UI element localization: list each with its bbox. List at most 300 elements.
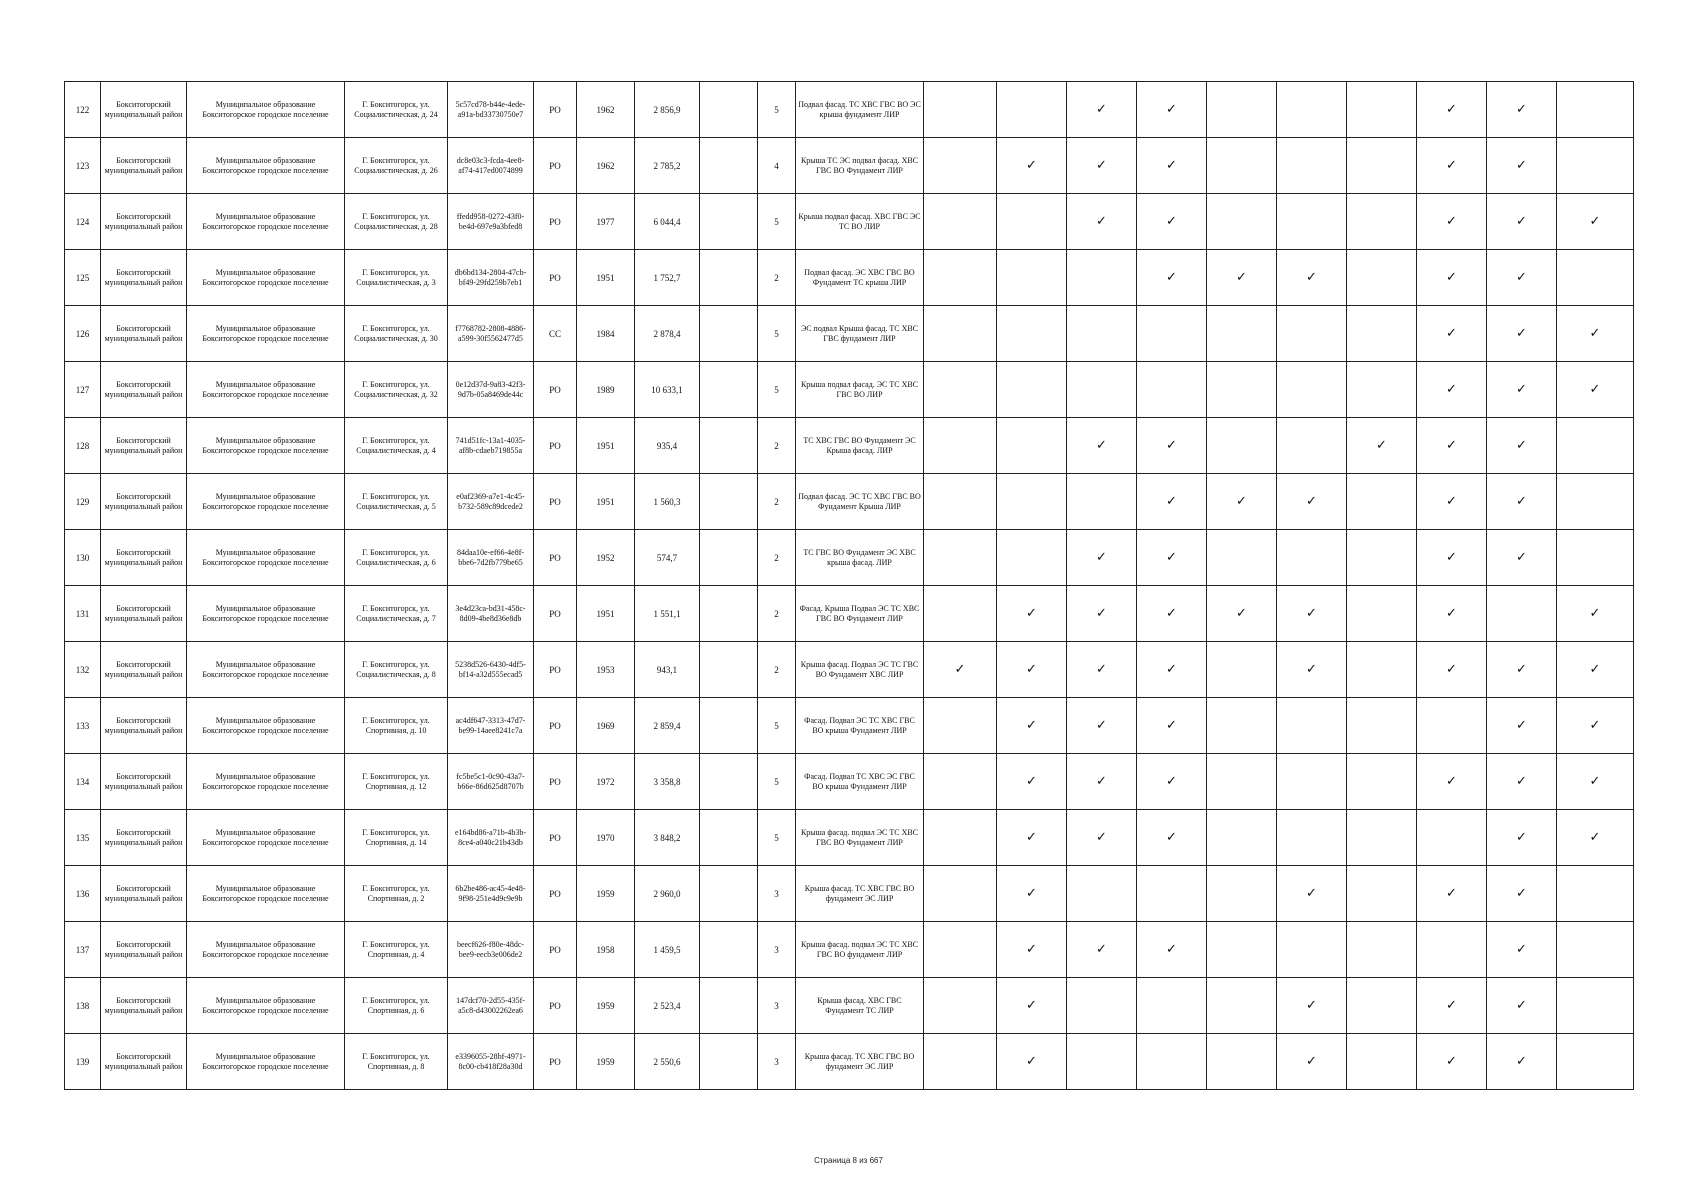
build-year-cell: 1959 (577, 978, 635, 1034)
total-area-cell: 3 848,2 (635, 810, 700, 866)
planned-works-cell: Крыша фасад. ХВС ГВС Фундамент ТС ЛИР (796, 978, 924, 1034)
work-type-cell (1417, 810, 1487, 866)
build-year-cell: 1962 (577, 138, 635, 194)
address-cell: Г. Бокситогорск, ул. Спортивная, д. 10 (345, 698, 448, 754)
work-type-cell (1067, 250, 1137, 306)
house-guid-cell: e3396055-28bf-4971-8c00-cb418f28a30d (448, 1034, 534, 1090)
work-type-cell (924, 306, 997, 362)
floors-cell: 3 (758, 978, 796, 1034)
check-mark-icon: ✓ (1417, 362, 1487, 418)
table-row (65, 530, 1634, 586)
work-type-cell (924, 530, 997, 586)
floors-cell: 2 (758, 250, 796, 306)
work-type-cell (1487, 586, 1557, 642)
address-cell: Г. Бокситогорск, ул. Социалистическая, д. 26 (345, 138, 448, 194)
planned-works-cell: Подвал фасад. ЭС ТС ХВС ГВС ВО Фундамент Крыша ЛИР (796, 474, 924, 530)
check-mark-icon: ✓ (1417, 250, 1487, 306)
floors-cell: 5 (758, 194, 796, 250)
build-year-cell: 1984 (577, 306, 635, 362)
house-guid-cell: e164bd86-a71b-4b3b-8ce4-a040c21b43db (448, 810, 534, 866)
total-area-cell: 2 523,4 (635, 978, 700, 1034)
work-type-cell (1207, 1034, 1277, 1090)
row-number-cell: 137 (65, 922, 101, 978)
address-cell: Г. Бокситогорск, ул. Социалистическая, д. 3 (345, 250, 448, 306)
work-type-cell (924, 362, 997, 418)
build-year-cell: 1959 (577, 1034, 635, 1090)
check-mark-icon: ✓ (997, 810, 1067, 866)
table-row (65, 642, 1634, 698)
total-area-cell: 935,4 (635, 418, 700, 474)
district-cell: Бокситогорский муниципальный район (101, 810, 187, 866)
check-mark-icon: ✓ (1417, 418, 1487, 474)
planned-works-cell: Крыша фасад. Подвал ЭС ТС ГВС ВО Фундамент ХВС ЛИР (796, 642, 924, 698)
row-number-cell: 134 (65, 754, 101, 810)
check-mark-icon: ✓ (1487, 810, 1557, 866)
check-mark-icon: ✓ (1137, 586, 1207, 642)
total-area-cell: 1 459,5 (635, 922, 700, 978)
row-number-cell: 136 (65, 866, 101, 922)
check-mark-icon: ✓ (1417, 866, 1487, 922)
work-type-cell (924, 1034, 997, 1090)
check-mark-icon: ✓ (1137, 922, 1207, 978)
work-type-cell (924, 418, 997, 474)
house-guid-cell: 741d51fc-13a1-4035-af8b-cdaeb719855a (448, 418, 534, 474)
work-type-cell (924, 866, 997, 922)
blank-cell (700, 642, 758, 698)
check-mark-icon: ✓ (1137, 250, 1207, 306)
total-area-cell: 943,1 (635, 642, 700, 698)
work-type-cell (1347, 698, 1417, 754)
check-mark-icon: ✓ (1487, 138, 1557, 194)
total-area-cell: 2 878,4 (635, 306, 700, 362)
work-type-cell (1207, 978, 1277, 1034)
municipality-cell: Муниципальное образование Бокситогорское городское поселение (187, 754, 345, 810)
check-mark-icon: ✓ (1487, 978, 1557, 1034)
municipality-cell: Муниципальное образование Бокситогорское городское поселение (187, 306, 345, 362)
total-area-cell: 1 551,1 (635, 586, 700, 642)
ownership-type-cell: РО (534, 362, 577, 418)
municipality-cell: Муниципальное образование Бокситогорское городское поселение (187, 250, 345, 306)
check-mark-icon: ✓ (1487, 922, 1557, 978)
total-area-cell: 2 856,9 (635, 82, 700, 138)
work-type-cell (1417, 698, 1487, 754)
work-type-cell (924, 138, 997, 194)
address-cell: Г. Бокситогорск, ул. Социалистическая, д. 32 (345, 362, 448, 418)
check-mark-icon: ✓ (1487, 418, 1557, 474)
work-type-cell (1207, 418, 1277, 474)
work-type-cell (1347, 250, 1417, 306)
district-cell: Бокситогорский муниципальный район (101, 138, 187, 194)
work-type-cell (1277, 306, 1347, 362)
row-number-cell: 138 (65, 978, 101, 1034)
district-cell: Бокситогорский муниципальный район (101, 586, 187, 642)
ownership-type-cell: РО (534, 250, 577, 306)
municipality-cell: Муниципальное образование Бокситогорское городское поселение (187, 642, 345, 698)
planned-works-cell: Фасад. Подвал ТС ХВС ЭС ГВС ВО крыша Фундамент ЛИР (796, 754, 924, 810)
work-type-cell (924, 586, 997, 642)
work-type-cell (924, 810, 997, 866)
total-area-cell: 6 044,4 (635, 194, 700, 250)
build-year-cell: 1951 (577, 474, 635, 530)
work-type-cell (1277, 754, 1347, 810)
floors-cell: 3 (758, 1034, 796, 1090)
row-number-cell: 132 (65, 642, 101, 698)
blank-cell (700, 194, 758, 250)
work-type-cell (1557, 82, 1634, 138)
check-mark-icon: ✓ (1137, 418, 1207, 474)
municipality-cell: Муниципальное образование Бокситогорское городское поселение (187, 698, 345, 754)
work-type-cell (1137, 362, 1207, 418)
district-cell: Бокситогорский муниципальный район (101, 82, 187, 138)
build-year-cell: 1952 (577, 530, 635, 586)
build-year-cell: 1962 (577, 82, 635, 138)
work-type-cell (1137, 1034, 1207, 1090)
row-number-cell: 135 (65, 810, 101, 866)
check-mark-icon: ✓ (924, 642, 997, 698)
check-mark-icon: ✓ (1137, 642, 1207, 698)
check-mark-icon: ✓ (1487, 194, 1557, 250)
floors-cell: 3 (758, 866, 796, 922)
floors-cell: 2 (758, 586, 796, 642)
page-number: Страница 8 из 667 (814, 1156, 883, 1165)
work-type-cell (924, 978, 997, 1034)
total-area-cell: 1 560,3 (635, 474, 700, 530)
house-guid-cell: ffedd958-0272-43f0-be4d-697e9a3bfed8 (448, 194, 534, 250)
work-type-cell (1067, 978, 1137, 1034)
table-row (65, 1034, 1634, 1090)
work-type-cell (1277, 698, 1347, 754)
table-row (65, 82, 1634, 138)
work-type-cell (1557, 530, 1634, 586)
row-number-cell: 127 (65, 362, 101, 418)
floors-cell: 5 (758, 698, 796, 754)
check-mark-icon: ✓ (1207, 250, 1277, 306)
work-type-cell (1347, 642, 1417, 698)
municipality-cell: Муниципальное образование Бокситогорское городское поселение (187, 474, 345, 530)
work-type-cell (997, 82, 1067, 138)
build-year-cell: 1958 (577, 922, 635, 978)
check-mark-icon: ✓ (1347, 418, 1417, 474)
house-guid-cell: beecf626-f80e-48dc-bee9-eecb3e006de2 (448, 922, 534, 978)
build-year-cell: 1951 (577, 586, 635, 642)
work-type-cell (1557, 922, 1634, 978)
work-type-cell (1557, 138, 1634, 194)
address-cell: Г. Бокситогорск, ул. Социалистическая, д. 30 (345, 306, 448, 362)
house-guid-cell: 147dcf70-2d55-435f-a5c8-d43002262ea6 (448, 978, 534, 1034)
check-mark-icon: ✓ (1557, 810, 1634, 866)
table-row (65, 194, 1634, 250)
district-cell: Бокситогорский муниципальный район (101, 978, 187, 1034)
total-area-cell: 2 960,0 (635, 866, 700, 922)
check-mark-icon: ✓ (1557, 642, 1634, 698)
address-cell: Г. Бокситогорск, ул. Социалистическая, д. 5 (345, 474, 448, 530)
district-cell: Бокситогорский муниципальный район (101, 1034, 187, 1090)
check-mark-icon: ✓ (1557, 754, 1634, 810)
table-row (65, 250, 1634, 306)
floors-cell: 2 (758, 530, 796, 586)
ownership-type-cell: РО (534, 754, 577, 810)
table-row (65, 474, 1634, 530)
table-row (65, 698, 1634, 754)
work-type-cell (1277, 138, 1347, 194)
work-type-cell (1347, 586, 1417, 642)
blank-cell (700, 418, 758, 474)
check-mark-icon: ✓ (1487, 530, 1557, 586)
total-area-cell: 2 859,4 (635, 698, 700, 754)
floors-cell: 5 (758, 362, 796, 418)
work-type-cell (924, 698, 997, 754)
work-type-cell (1347, 82, 1417, 138)
check-mark-icon: ✓ (1137, 194, 1207, 250)
ownership-type-cell: РО (534, 810, 577, 866)
check-mark-icon: ✓ (1067, 82, 1137, 138)
house-guid-cell: 84daa10e-ef66-4e8f-bbe6-7d2fb779be65 (448, 530, 534, 586)
blank-cell (700, 866, 758, 922)
table-row (65, 922, 1634, 978)
check-mark-icon: ✓ (1417, 306, 1487, 362)
work-type-cell (1207, 866, 1277, 922)
ownership-type-cell: СС (534, 306, 577, 362)
floors-cell: 2 (758, 642, 796, 698)
check-mark-icon: ✓ (1417, 978, 1487, 1034)
check-mark-icon: ✓ (1137, 82, 1207, 138)
check-mark-icon: ✓ (1417, 642, 1487, 698)
planned-works-cell: Крыша фасад. ТС ХВС ГВС ВО фундамент ЭС ЛИР (796, 1034, 924, 1090)
ownership-type-cell: РО (534, 866, 577, 922)
work-type-cell (924, 474, 997, 530)
total-area-cell: 2 785,2 (635, 138, 700, 194)
floors-cell: 5 (758, 306, 796, 362)
table-row (65, 306, 1634, 362)
check-mark-icon: ✓ (1067, 530, 1137, 586)
ownership-type-cell: РО (534, 530, 577, 586)
work-type-cell (1067, 866, 1137, 922)
blank-cell (700, 754, 758, 810)
municipality-cell: Муниципальное образование Бокситогорское городское поселение (187, 82, 345, 138)
blank-cell (700, 586, 758, 642)
ownership-type-cell: РО (534, 82, 577, 138)
district-cell: Бокситогорский муниципальный район (101, 698, 187, 754)
address-cell: Г. Бокситогорск, ул. Спортивная, д. 4 (345, 922, 448, 978)
row-number-cell: 125 (65, 250, 101, 306)
check-mark-icon: ✓ (1067, 194, 1137, 250)
total-area-cell: 3 358,8 (635, 754, 700, 810)
build-year-cell: 1989 (577, 362, 635, 418)
work-type-cell (1347, 474, 1417, 530)
municipality-cell: Муниципальное образование Бокситогорское городское поселение (187, 194, 345, 250)
municipality-cell: Муниципальное образование Бокситогорское городское поселение (187, 810, 345, 866)
district-cell: Бокситогорский муниципальный район (101, 642, 187, 698)
check-mark-icon: ✓ (1067, 754, 1137, 810)
work-type-cell (1277, 194, 1347, 250)
build-year-cell: 1969 (577, 698, 635, 754)
work-type-cell (1207, 194, 1277, 250)
work-type-cell (997, 306, 1067, 362)
total-area-cell: 574,7 (635, 530, 700, 586)
ownership-type-cell: РО (534, 642, 577, 698)
check-mark-icon: ✓ (1487, 362, 1557, 418)
check-mark-icon: ✓ (1417, 1034, 1487, 1090)
row-number-cell: 129 (65, 474, 101, 530)
planned-works-cell: Фасад. Подвал ЭС ТС ХВС ГВС ВО крыша Фундамент ЛИР (796, 698, 924, 754)
check-mark-icon: ✓ (1067, 586, 1137, 642)
municipality-cell: Муниципальное образование Бокситогорское городское поселение (187, 1034, 345, 1090)
work-type-cell (924, 754, 997, 810)
work-type-cell (1137, 306, 1207, 362)
ownership-type-cell: РО (534, 194, 577, 250)
municipality-cell: Муниципальное образование Бокситогорское городское поселение (187, 530, 345, 586)
build-year-cell: 1972 (577, 754, 635, 810)
work-type-cell (1347, 810, 1417, 866)
work-type-cell (1207, 810, 1277, 866)
work-type-cell (1347, 754, 1417, 810)
check-mark-icon: ✓ (1417, 474, 1487, 530)
planned-works-cell: ТС ХВС ГВС ВО Фундамент ЭС Крыша фасад. ЛИР (796, 418, 924, 474)
check-mark-icon: ✓ (1277, 866, 1347, 922)
address-cell: Г. Бокситогорск, ул. Спортивная, д. 8 (345, 1034, 448, 1090)
work-type-cell (1067, 1034, 1137, 1090)
check-mark-icon: ✓ (1487, 698, 1557, 754)
blank-cell (700, 306, 758, 362)
total-area-cell: 1 752,7 (635, 250, 700, 306)
floors-cell: 2 (758, 474, 796, 530)
check-mark-icon: ✓ (1277, 586, 1347, 642)
work-type-cell (1347, 978, 1417, 1034)
check-mark-icon: ✓ (1417, 194, 1487, 250)
total-area-cell: 10 633,1 (635, 362, 700, 418)
planned-works-cell: Фасад. Крыша Подвал ЭС ТС ХВС ГВС ВО Фундамент ЛИР (796, 586, 924, 642)
check-mark-icon: ✓ (1417, 530, 1487, 586)
work-type-cell (997, 362, 1067, 418)
blank-cell (700, 138, 758, 194)
municipality-cell: Муниципальное образование Бокситогорское городское поселение (187, 138, 345, 194)
work-type-cell (924, 250, 997, 306)
table-row (65, 754, 1634, 810)
check-mark-icon: ✓ (1277, 642, 1347, 698)
work-type-cell (1207, 138, 1277, 194)
work-type-cell (1557, 418, 1634, 474)
check-mark-icon: ✓ (1207, 586, 1277, 642)
check-mark-icon: ✓ (1487, 82, 1557, 138)
build-year-cell: 1970 (577, 810, 635, 866)
work-type-cell (1067, 362, 1137, 418)
planned-works-cell: Крыша фасад. подвал ЭС ТС ХВС ГВС ВО Фундамент ЛИР (796, 810, 924, 866)
house-guid-cell: 5c57cd78-b44e-4ede-a91a-bd33730750e7 (448, 82, 534, 138)
check-mark-icon: ✓ (1557, 698, 1634, 754)
work-type-cell (924, 82, 997, 138)
work-type-cell (1557, 474, 1634, 530)
work-type-cell (1207, 698, 1277, 754)
table-row (65, 138, 1634, 194)
check-mark-icon: ✓ (1067, 138, 1137, 194)
check-mark-icon: ✓ (1067, 698, 1137, 754)
work-type-cell (1557, 866, 1634, 922)
build-year-cell: 1977 (577, 194, 635, 250)
blank-cell (700, 82, 758, 138)
work-type-cell (997, 418, 1067, 474)
work-type-cell (1277, 810, 1347, 866)
check-mark-icon: ✓ (1417, 138, 1487, 194)
work-type-cell (1137, 866, 1207, 922)
address-cell: Г. Бокситогорск, ул. Спортивная, д. 6 (345, 978, 448, 1034)
row-number-cell: 122 (65, 82, 101, 138)
address-cell: Г. Бокситогорск, ул. Спортивная, д. 2 (345, 866, 448, 922)
address-cell: Г. Бокситогорск, ул. Социалистическая, д. 24 (345, 82, 448, 138)
planned-works-cell: Крыша подвал фасад. ЭС ТС ХВС ГВС ВО ЛИР (796, 362, 924, 418)
check-mark-icon: ✓ (1137, 754, 1207, 810)
row-number-cell: 133 (65, 698, 101, 754)
work-type-cell (1277, 530, 1347, 586)
planned-works-cell: Подвал фасад. ТС ХВС ГВС ВО ЭС крыша фундамент ЛИР (796, 82, 924, 138)
check-mark-icon: ✓ (997, 586, 1067, 642)
check-mark-icon: ✓ (1487, 474, 1557, 530)
check-mark-icon: ✓ (1417, 754, 1487, 810)
check-mark-icon: ✓ (1137, 810, 1207, 866)
planned-works-cell: ТС ГВС ВО Фундамент ЭС ХВС крыша фасад. ЛИР (796, 530, 924, 586)
address-cell: Г. Бокситогорск, ул. Спортивная, д. 14 (345, 810, 448, 866)
table-row (65, 418, 1634, 474)
check-mark-icon: ✓ (1557, 194, 1634, 250)
floors-cell: 5 (758, 754, 796, 810)
work-type-cell (1347, 922, 1417, 978)
blank-cell (700, 362, 758, 418)
table-body (65, 82, 1634, 1090)
blank-cell (700, 978, 758, 1034)
build-year-cell: 1959 (577, 866, 635, 922)
work-type-cell (997, 474, 1067, 530)
address-cell: Г. Бокситогорск, ул. Социалистическая, д. 8 (345, 642, 448, 698)
address-cell: Г. Бокситогорск, ул. Социалистическая, д. 6 (345, 530, 448, 586)
check-mark-icon: ✓ (1067, 642, 1137, 698)
work-type-cell (1207, 754, 1277, 810)
check-mark-icon: ✓ (1067, 922, 1137, 978)
work-type-cell (1207, 530, 1277, 586)
check-mark-icon: ✓ (997, 922, 1067, 978)
address-cell: Г. Бокситогорск, ул. Социалистическая, д. 7 (345, 586, 448, 642)
work-type-cell (1347, 194, 1417, 250)
work-type-cell (1067, 474, 1137, 530)
work-type-cell (1277, 362, 1347, 418)
ownership-type-cell: РО (534, 418, 577, 474)
blank-cell (700, 698, 758, 754)
check-mark-icon: ✓ (1557, 586, 1634, 642)
municipality-cell: Муниципальное образование Бокситогорское городское поселение (187, 866, 345, 922)
address-cell: Г. Бокситогорск, ул. Спортивная, д. 12 (345, 754, 448, 810)
work-type-cell (997, 530, 1067, 586)
check-mark-icon: ✓ (1137, 698, 1207, 754)
work-type-cell (1207, 642, 1277, 698)
build-year-cell: 1951 (577, 418, 635, 474)
check-mark-icon: ✓ (1487, 642, 1557, 698)
work-type-cell (997, 194, 1067, 250)
check-mark-icon: ✓ (1557, 306, 1634, 362)
table-row (65, 362, 1634, 418)
build-year-cell: 1951 (577, 250, 635, 306)
district-cell: Бокситогорский муниципальный район (101, 754, 187, 810)
district-cell: Бокситогорский муниципальный район (101, 474, 187, 530)
check-mark-icon: ✓ (997, 698, 1067, 754)
municipality-cell: Муниципальное образование Бокситогорское городское поселение (187, 362, 345, 418)
row-number-cell: 139 (65, 1034, 101, 1090)
house-guid-cell: 3e4d23ca-bd31-458c-8d09-4be8d36e8db (448, 586, 534, 642)
work-type-cell (1557, 250, 1634, 306)
check-mark-icon: ✓ (1137, 138, 1207, 194)
ownership-type-cell: РО (534, 1034, 577, 1090)
check-mark-icon: ✓ (997, 978, 1067, 1034)
row-number-cell: 128 (65, 418, 101, 474)
check-mark-icon: ✓ (1277, 1034, 1347, 1090)
planned-works-cell: Крыша фасад. подвал ЭС ТС ХВС ГВС ВО фундамент ЛИР (796, 922, 924, 978)
